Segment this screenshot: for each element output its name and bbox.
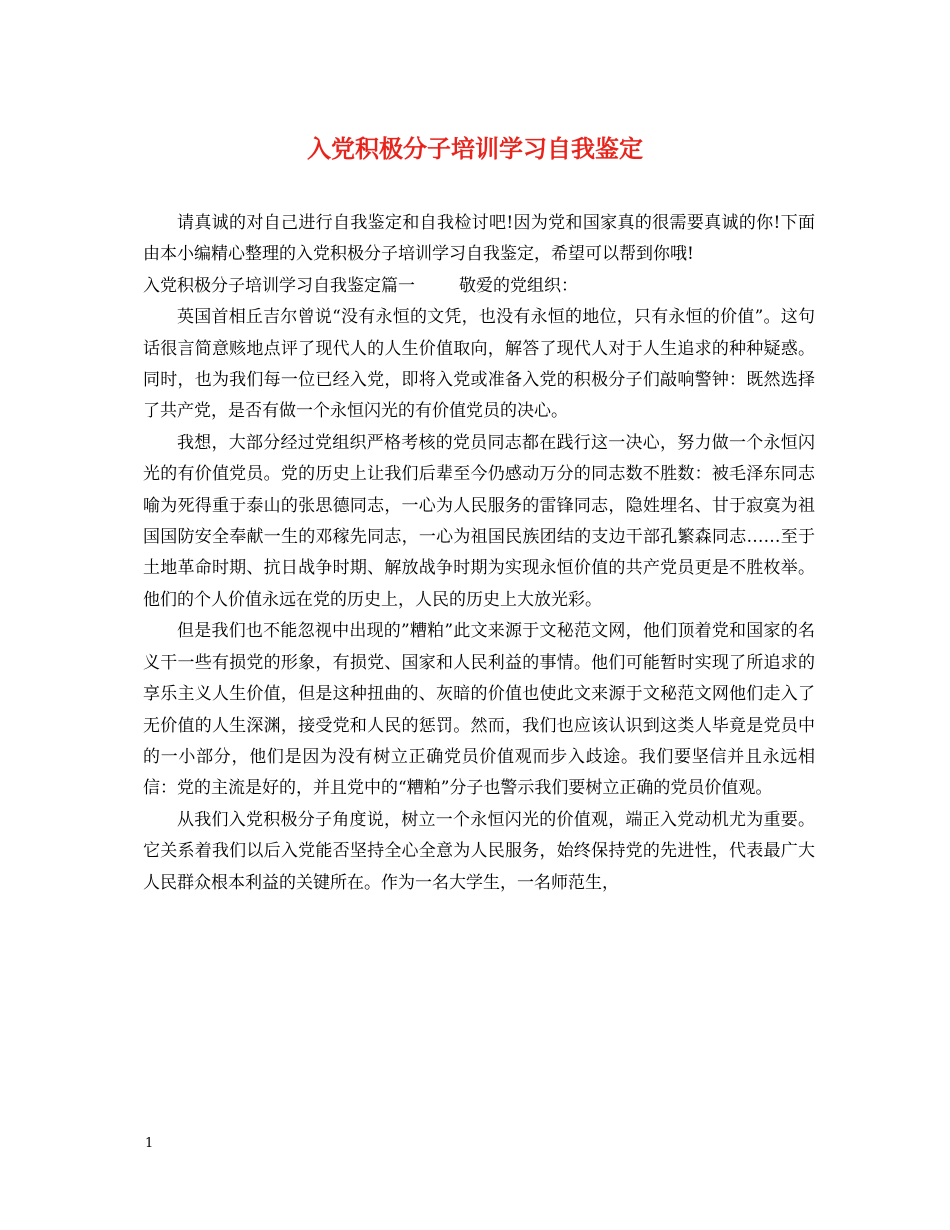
salutation: 敬爱的党组织： xyxy=(459,275,578,296)
section-heading: 入党积极分子培训学习自我鉴定篇一 xyxy=(143,275,415,296)
intro-paragraph: 请真诚的对自己进行自我鉴定和自我检讨吧!因为党和国家真的很需要真诚的你!下面由本小编精心整理的入党积极分子培训学习自我鉴定，希望可以帮到你哦! xyxy=(143,213,815,265)
page-number: 1 xyxy=(145,1136,154,1151)
body-paragraph-3: 但是我们也不能忽视中出现的”糟粕”此文来源于文秘范文网，他们顶着党和国家的名义干一些有损党的形象，有损党、国家和人民利益的事情。他们可能暂时实现了所追求的享乐主义人生价值，但是这种扭曲的、灰暗的价值也使此文来源于文秘范文网他们走入了无价值的人生深渊，接受党和人民的惩罚。然而，我们也应该认识到这类人毕竟是党员中的一小部分，他们是因为没有树立正确党员价值观而步入歧途。我们要坚信并且永远相信：党的主流是好的，并且党中的“糟粕”分子也警示我们要树立正确的党员价值观。 xyxy=(143,621,815,799)
section-heading-line xyxy=(143,271,815,302)
document-title: 入党积极分子培训学习自我鉴定 xyxy=(307,134,643,163)
document-body xyxy=(143,208,815,899)
body-paragraph-4: 从我们入党积极分子角度说，树立一个永恒闪光的价值观，端正入党动机尤为重要。它关系着我们以后入党能否坚持全心全意为人民服务，始终保持党的先进性，代表最广大人民群众根本利益的关键所在。作为一名大学生，一名师范生， xyxy=(143,809,815,893)
body-paragraph-1: 英国首相丘吉尔曾说“没有永恒的文凭，也没有永恒的地位，只有永恒的价值”。这句话很言简意赅地点评了现代人的人生价值取向，解答了现代人对于人生追求的种种疑惑。同时，也为我们每一位已经入党，即将入党或准备入党的积极分子们敲响警钟：既然选择了共产党，是否有做一个永恒闪光的有价值党员的决心。 xyxy=(143,307,815,422)
body-paragraph-2: 我想，大部分经过党组织严格考核的党员同志都在践行这一决心，努力做一个永恒闪光的有价值党员。党的历史上让我们后辈至今仍感动万分的同志数不胜数：被毛泽东同志喻为死得重于泰山的张思德同志，一心为人民服务的雷锋同志，隐姓埋名、甘于寂寞为祖国国防安全奉献一生的邓稼先同志，一心为祖国民族团结的支边干部孔繁森同志……至于土地革命时期、抗日战争时期、解放战争时期为实现永恒价值的共产党员更是不胜枚举。他们的个人价值永远在党的历史上，人民的历史上大放光彩。 xyxy=(143,432,815,610)
